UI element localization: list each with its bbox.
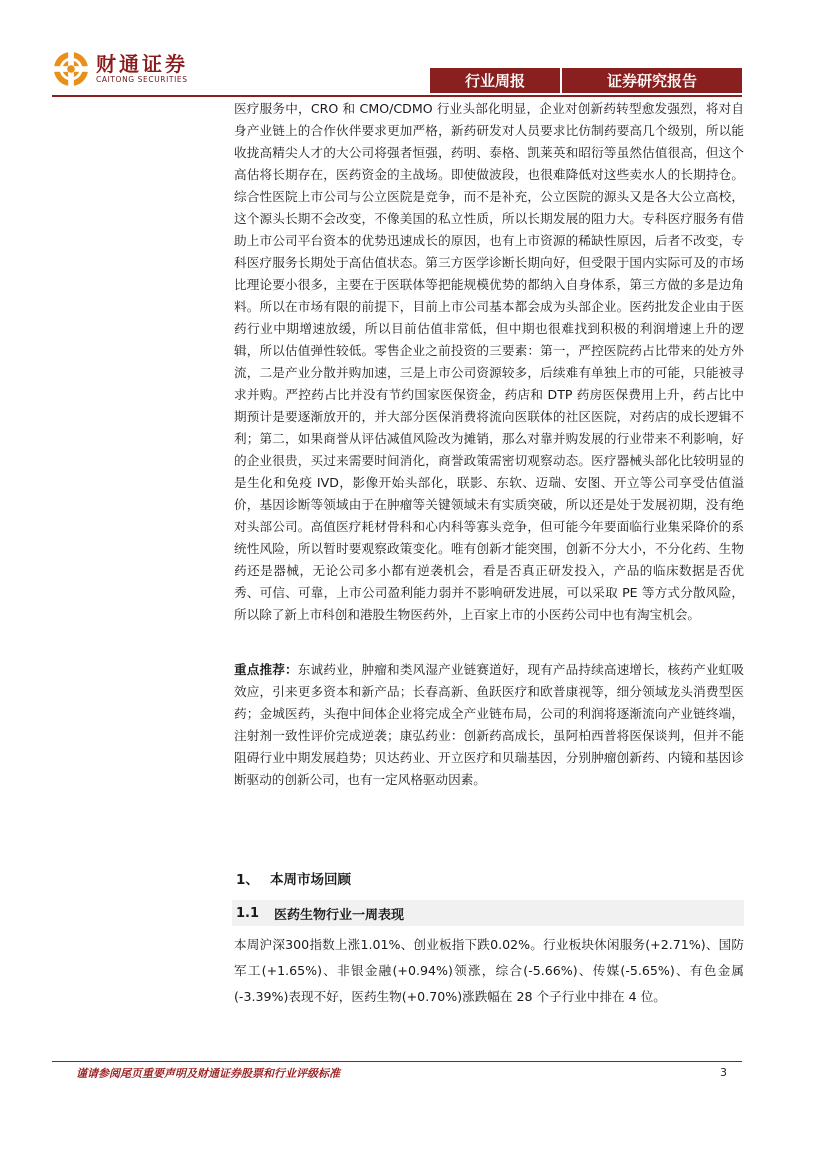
logo-chinese-name: 财通证券 — [96, 52, 188, 76]
recommendation-paragraph — [234, 659, 744, 791]
section-heading — [236, 868, 351, 888]
footer-disclaimer: 谨请参阅尾页重要声明及财通证券股票和行业评级标准 — [76, 1067, 340, 1080]
footer-divider — [52, 1061, 742, 1062]
company-logo — [52, 50, 188, 88]
logo-english-name: CAITONG SECURITIES — [96, 75, 188, 84]
page-number: 3 — [720, 1066, 727, 1079]
report-category-label: 证券研究报告 — [562, 68, 742, 93]
section-title: 本周市场回顾 — [270, 872, 351, 888]
header-divider — [52, 95, 742, 97]
header-tabs — [430, 68, 742, 93]
market-review-paragraph: 本周沪深300指数上涨1.01%、创业板指下跌0.02%。行业板块休闲服务(+2.71%)、国防军工(+1.65%)、非银金融(+0.94%)领涨，综合(-5.66%)、传媒(-5.65%)、有色金属(-3.39%)表现不好，医药生物(+0.70%)涨跌幅在 28 个子行业中排在 4 位。 — [234, 937, 744, 1004]
analysis-paragraph: 医疗服务中，CRO 和 CMO/CDMO 行业头部化明显，企业对创新药转型愈发强烈，将对自身产业链上的合作伙伴要求更加严格，新药研发对人员要求比仿制药要高几个级别，所以能收拢高精尖人才的大公司将强者恒强，药明、泰格、凯莱英和昭衍等虽然估值很高，但这个高估将长期存在，医药资金的主战场。即使做波段，也很难降低对这些卖水人的长期持仓。综合性医院上市公司与公立医院是竞争，而不是补充，公立医院的源头又是各大公立高校，这个源头长期不会改变，不像美国的私立性质，所以长期发展的阻力大。专科医疗服务有借助上市公司平台资本的优势迅速成长的原因，也有上市资源的稀缺性原因，后者不改变，专科医疗服务长期处于高估值状态。第三方医学诊断长期向好，但受限于国内实际可及的市场比理论要小很多，主要在于医联体等把能规模优势的都纳入自身体系，第三方做的多是边角料。所以在市场有限的前提下，目前上市公司基本都会成为头部企业。医药批发企业由于医药行业中期增速放缓，所以目前估值非常低，但中期也很难找到积极的利润增速上升的逻辑，所以估值弹性较低。零售企业之前投资的三要素：第一，严控医院药占比带来的处方外流，二是产业分散并购加速，三是上市公司资源较多，后续难有单独上市的可能，只能被寻求并购。严控药占比并没有节约国家医保资金，药店和 DTP 药房医保费用上升，药占比中期预计是要逐渐放开的，并大部分医保消费将流向医联体的社区医院，对药店的成长逻辑不利；第二，如果商誉从评估减值风险改为摊销，那么对靠并购发展的行业带来不利影响，好的企业很贵，买过来需要时间消化，商誉政策需密切观察动态。医疗器械头部化比较明显的是生化和免疫 IVD，影像开始头部化，联影、东软、迈瑞、安图、开立等公司享受估值溢价，基因诊断等领域由于在肿瘤等关键领域未有实质突破，所以还是处于发展初期，没有绝对头部公司。高值医疗耗材骨科和心内科等寡头竞争，但可能今年要面临行业集采降价的系统性风险，所以暂时要观察政策变化。唯有创新才能突围，创新不分大小，不分化药、生物药还是器械，无论公司多小都有逆袭机会，看是否真正研发投入，产品的临床数据是否优秀、可信、可靠，上市公司盈利能力弱并不影响研发进展，可以采取 PE 等方式分散风险，所以除了新上市科创和港股生物医药外，上百家上市的小医药公司中也有淘宝机会。 — [234, 101, 744, 622]
subsection-number: 1.1 — [236, 905, 260, 921]
subsection-heading — [232, 900, 744, 926]
recommendation-lead: 重点推荐： — [234, 662, 298, 677]
recommendation-body: 东诚药业，肿瘤和类风湿产业链赛道好，现有产品持续高速增长，核药产业虹吸效应，引来更多资本和新产品；长春高新、鱼跃医疗和欧普康视等，细分领域龙头消费型医药；金城医药，头孢中间体企业将完成全产业链布局，公司的利润将逐渐流向产业链终端，注射剂一致性评价完成逆袭；康弘药业：创新药高成长，虽阿柏西普将医保谈判，但并不能阻碍行业中期发展趋势；贝达药业、开立医疗和贝瑞基因，分别肿瘤创新药、内镜和基因诊断驱动的创新公司，也有一定风格驱动因素。 — [234, 662, 745, 787]
subsection-title: 医药生物行业一周表现 — [274, 907, 405, 923]
section-number: 1、 — [236, 872, 259, 888]
report-type-label: 行业周报 — [430, 68, 560, 93]
caitong-logo-icon — [52, 50, 90, 88]
